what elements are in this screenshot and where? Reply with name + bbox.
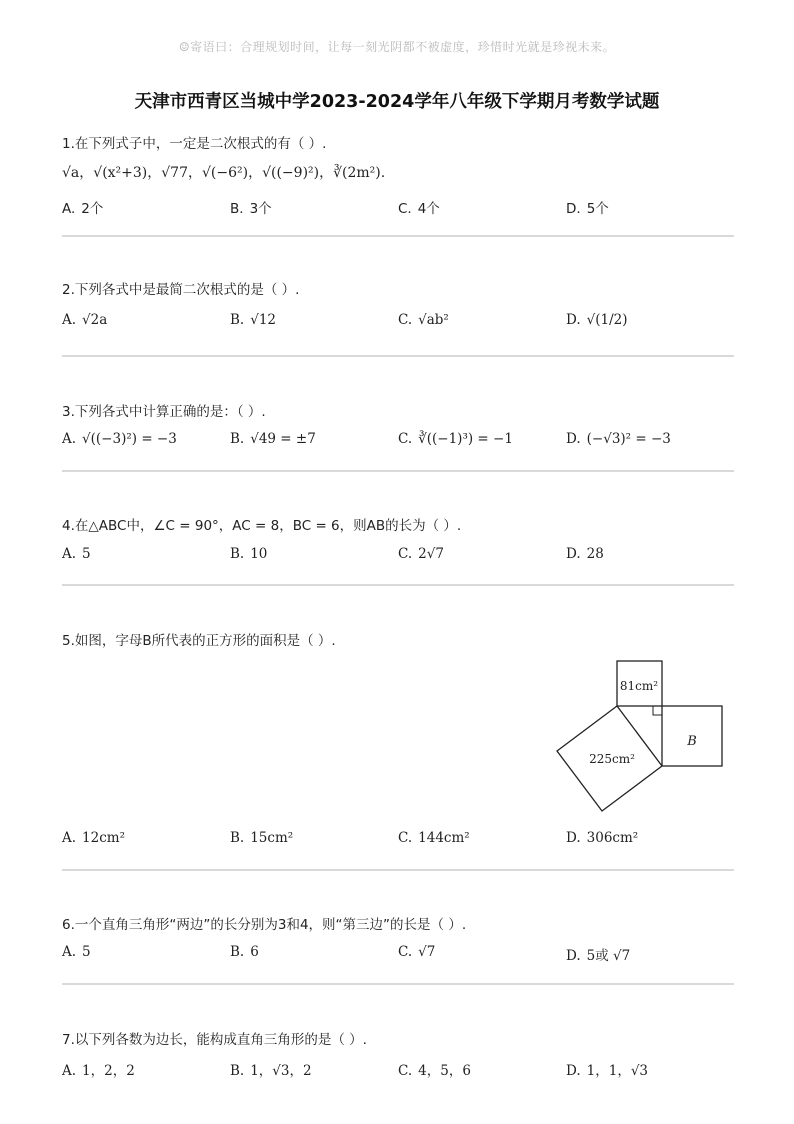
motto-text: ☺寄语曰：合理规划时间，让每一刻光阴都不被虚度，珍惜时光就是珍视未来。	[178, 40, 616, 54]
question-7-option-a[interactable]: A. 1，2，2	[62, 1063, 135, 1079]
question-3-option-a[interactable]: A. √((−3)²) = −3	[62, 431, 177, 447]
question-1-option-d[interactable]: D. 5个	[566, 201, 609, 217]
question-5-option-a[interactable]: A. 12cm²	[62, 830, 125, 846]
question-6-option-a[interactable]: A. 5	[62, 944, 91, 960]
question-3-stem: 3.下列各式中计算正确的是：（ ）.	[62, 404, 266, 420]
question-4-option-b[interactable]: B. 10	[230, 546, 268, 562]
question-3-option-c[interactable]: C. ∛((−1)³) = −1	[398, 431, 513, 447]
question-6-option-c[interactable]: C. √7	[398, 944, 436, 960]
question-5-option-d[interactable]: D. 306cm²	[566, 830, 639, 846]
question-1-option-a[interactable]: A. 2个	[62, 201, 104, 217]
question-6-stem: 6.一个直角三角形“两边”的长分别为3和4，则“第三边”的长是（ ）.	[62, 917, 467, 933]
divider	[62, 235, 734, 237]
page-title: 天津市西青区当城中学2023-2024学年八年级下学期月考数学试题	[134, 92, 660, 112]
question-6-option-b[interactable]: B. 6	[230, 944, 259, 960]
top-square-label: 81cm²	[619, 679, 659, 693]
divider	[62, 983, 734, 985]
question-7-option-d[interactable]: D. 1，1，√3	[566, 1063, 649, 1079]
divider	[62, 470, 734, 472]
right-angle-marker	[653, 706, 662, 715]
question-2-stem: 2.下列各式中是最简二次根式的是（ ）.	[62, 282, 300, 298]
question-5-option-c[interactable]: C. 144cm²	[398, 830, 470, 846]
divider	[62, 355, 734, 357]
divider	[62, 869, 734, 871]
divider	[62, 584, 734, 586]
question-1-stem: 1.在下列式子中，一定是二次根式的有（ ）.	[62, 136, 327, 152]
question-7-option-c[interactable]: C. 4，5，6	[398, 1063, 471, 1079]
question-1-option-b[interactable]: B. 3个	[230, 201, 272, 217]
question-1-expressions: √a，√(x²+3)，√77，√(−6²)，√((−9)²)，∛(2m²).	[62, 165, 386, 181]
question-5-stem: 5.如图，字母B所代表的正方形的面积是（ ）.	[62, 633, 336, 649]
question-7-option-b[interactable]: B. 1，√3，2	[230, 1063, 312, 1079]
question-2-option-c[interactable]: C. √ab²	[398, 312, 449, 328]
right-square-label: B	[687, 734, 697, 749]
question-4-option-d[interactable]: D. 28	[566, 546, 604, 562]
question-1-option-c[interactable]: C. 4个	[398, 201, 440, 217]
question-2-option-d[interactable]: D. √(1/2)	[566, 312, 628, 328]
question-4-stem: 4.在△ABC中，∠C = 90°，AC = 8，BC = 6，则AB的长为（ ）.	[62, 518, 462, 534]
left-square-label: 225cm²	[589, 752, 635, 766]
question-4-option-c[interactable]: C. 2√7	[398, 546, 444, 562]
squares-figure	[550, 655, 730, 815]
question-5-option-b[interactable]: B. 15cm²	[230, 830, 294, 846]
question-3-option-d[interactable]: D. (−√3)² = −3	[566, 431, 671, 447]
question-2-option-a[interactable]: A. √2a	[62, 312, 108, 328]
question-3-option-b[interactable]: B. √49 = ±7	[230, 431, 316, 447]
question-7-stem: 7.以下列各数为边长，能构成直角三角形的是（ ）.	[62, 1032, 367, 1048]
question-2-option-b[interactable]: B. √12	[230, 312, 276, 328]
question-6-option-d[interactable]: D. 5或 √7	[566, 948, 631, 964]
question-4-option-a[interactable]: A. 5	[62, 546, 91, 562]
